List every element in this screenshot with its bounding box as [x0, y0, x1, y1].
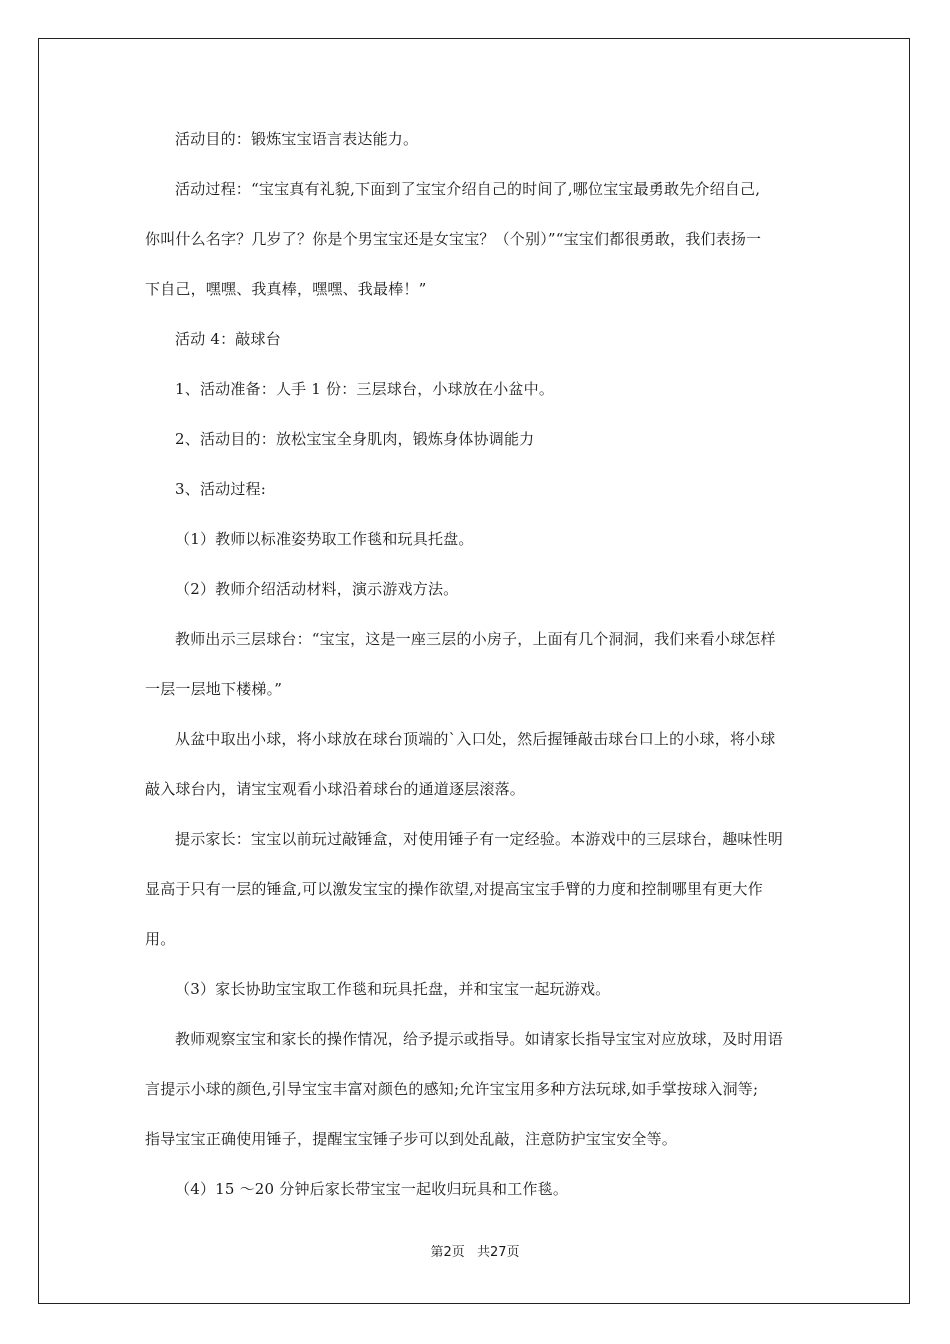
paragraph-line: （4）15 ～20 分钟后家长带宝宝一起收归玩具和工作毯。	[175, 1180, 569, 1198]
paragraph-line: 用。	[145, 930, 176, 948]
paragraph-line: 提示家长：宝宝以前玩过敲锤盒，对使用锤子有一定经验。本游戏中的三层球台，趣味性明	[175, 830, 784, 848]
page-footer	[0, 1244, 950, 1262]
paragraph-line: 显高于只有一层的锤盒,可以激发宝宝的操作欲望,对提高宝宝手臂的力度和控制哪里有更大作	[145, 880, 763, 898]
paragraph-line: 活动目的：锻炼宝宝语言表达能力。	[175, 130, 419, 148]
paragraph-line: 活动过程：“宝宝真有礼貌,下面到了宝宝介绍自己的时间了,哪位宝宝最勇敢先介绍自己,	[175, 180, 761, 198]
paragraph-line: （3）家长协助宝宝取工作毯和玩具托盘，并和宝宝一起玩游戏。	[175, 980, 611, 998]
paragraph-line: 1、活动准备：人手 1 份：三层球台，小球放在小盆中。	[175, 380, 555, 398]
paragraph-line: （2）教师介绍活动材料，演示游戏方法。	[175, 580, 459, 598]
paragraph-line: 言提示小球的颜色,引导宝宝丰富对颜色的感知;允许宝宝用多种方法玩球,如手掌按球入洞等;	[145, 1080, 759, 1098]
paragraph-line: 教师观察宝宝和家长的操作情况，给予提示或指导。如请家长指导宝宝对应放球，及时用语	[175, 1030, 784, 1048]
paragraph-line: 敲入球台内，请宝宝观看小球沿着球台的通道逐层滚落。	[145, 780, 526, 798]
paragraph-line: 从盆中取出小球，将小球放在球台顶端的`入口处，然后握锤敲击球台口上的小球，将小球	[175, 730, 776, 748]
page-number: 第2页	[430, 1245, 465, 1260]
paragraph-line: 指导宝宝正确使用锤子，提醒宝宝锤子步可以到处乱敲，注意防护宝宝安全等。	[145, 1130, 678, 1148]
page-total: 共27页	[476, 1245, 520, 1260]
paragraph-line: 教师出示三层球台：“宝宝，这是一座三层的小房子，上面有几个洞洞，我们来看小球怎样	[175, 630, 776, 648]
paragraph-line: 你叫什么名字？几岁了？你是个男宝宝还是女宝宝？（个别）”“宝宝们都很勇敢，我们表扬一	[145, 230, 762, 248]
paragraph-line: （1）教师以标准姿势取工作毯和玩具托盘。	[175, 530, 474, 548]
section-heading: 活动 4：敲球台	[175, 330, 281, 348]
paragraph-line: 3、活动过程:	[175, 480, 266, 498]
paragraph-line: 2、活动目的：放松宝宝全身肌肉，锻炼身体协调能力	[175, 430, 535, 448]
paragraph-line: 下自己，嘿嘿、我真棒，嘿嘿、我最棒！”	[145, 280, 427, 298]
paragraph-line: 一层一层地下楼梯。”	[145, 680, 283, 698]
page-border	[38, 38, 910, 1304]
